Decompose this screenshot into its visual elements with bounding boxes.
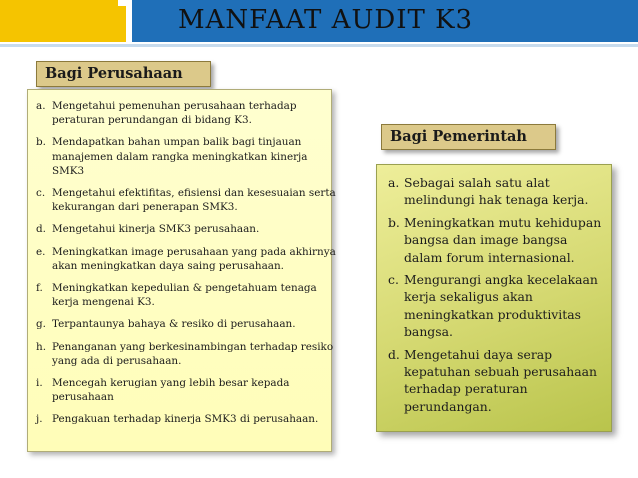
government-benefits-list [388,174,608,420]
list-marker: a. [36,100,46,112]
list-item-text: Pengakuan terhadap kinerja SMK3 di perusahaan. [52,413,319,426]
list-item-text: Mengetahui efektifitas, efisiensi dan kesesuaian serta kekurangan dari penerapan SMK3. [52,187,336,214]
list-item-text: Mengetahui daya serap kepatuhan sebuah perusahaan terhadap peraturan perundangan. [404,346,597,414]
company-benefits-list [36,99,336,435]
list-marker: b. [388,214,400,230]
section-label-government: Bagi Pemerintah [381,124,556,150]
header-divider [0,44,638,47]
list-marker: c. [388,272,399,288]
list-item [36,99,336,127]
list-item [36,340,336,368]
list-marker: c. [36,187,46,200]
list-item [36,186,336,214]
list-marker: g. [36,318,46,331]
list-item [388,214,608,266]
list-item [36,222,336,236]
list-item-text: Meningkatkan mutu kehidupan bangsa dan image bangsa dalam forum internasional. [404,214,602,265]
list-marker: f. [36,282,43,295]
list-marker: d. [388,346,400,362]
list-item [388,174,608,209]
list-item [36,135,336,178]
section-label-company: Bagi Perusahaan [36,61,211,87]
list-marker: b. [36,136,46,149]
list-marker: a. [388,175,400,190]
header-accent-block [0,0,118,42]
list-marker: j. [36,413,43,426]
list-marker: e. [36,245,46,258]
page-title: MANFAAT AUDIT K3 [178,5,474,35]
list-item [36,281,336,309]
list-item [36,376,336,404]
list-item-text: Mencegah kerugian yang lebih besar kepada perusahaan [52,377,290,404]
list-item-text: Mengurangi angka kecelakaan kerja sekaligus akan meningkatkan produktivitas bangsa. [404,272,598,340]
list-marker: h. [36,340,46,353]
list-item [36,317,336,331]
list-item-text: Penanganan yang berkesinambingan terhadap resiko yang ada di perusahaan. [52,340,334,367]
list-marker: d. [36,223,46,236]
list-item-text: Meningkatkan image perusahaan yang pada akhirnya akan meningkatkan daya saing perusahaan. [52,245,336,272]
list-marker: i. [36,377,43,390]
list-item-text: Mengetahui pemenuhan perusahaan terhadap peraturan perundangan di bidang K3. [52,100,297,127]
list-item-text: Terpantaunya bahaya & resiko di perusahaan. [52,318,296,331]
list-item-text: Sebagai salah satu alat melindungi hak tenaga kerja. [404,175,589,208]
list-item [36,245,336,273]
list-item [388,271,608,341]
list-item-text: Mendapatkan bahan umpan balik bagi tinjauan manajemen dalam rangka meningkatkan kinerja SMK3 [52,136,308,177]
list-item [36,412,336,426]
list-item-text: Mengetahui kinerja SMK3 perusahaan. [52,223,260,236]
header-accent-stripe [118,6,126,42]
list-item [388,346,608,416]
list-item-text: Meningkatkan kepedulian & pengetahuam tenaga kerja mengenai K3. [52,282,317,309]
